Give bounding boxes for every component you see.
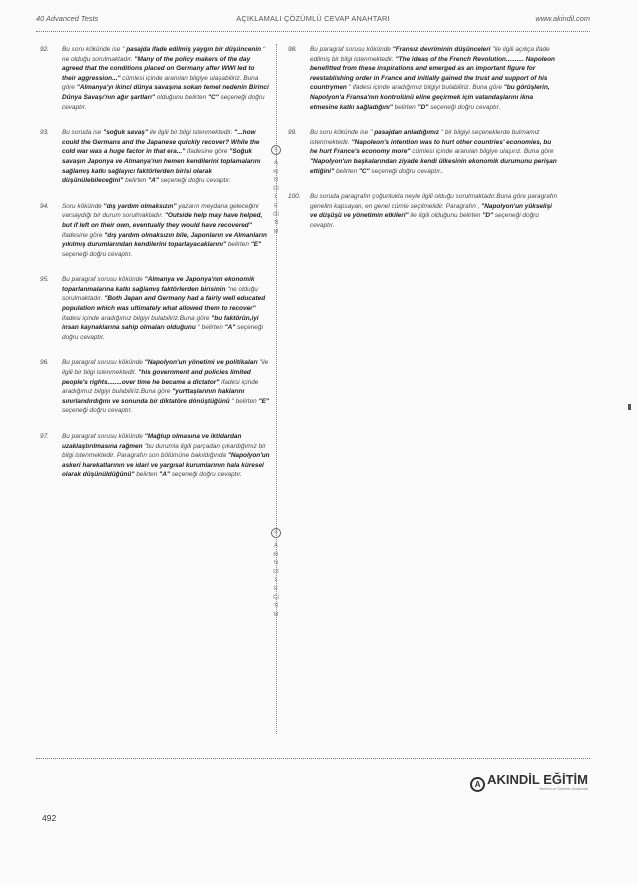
highlighted-phrase: "...how could the Germans and the Japanese quickly recover? While the cold war was a huge factor in that era..." — [62, 129, 260, 156]
text-run: ile ilgili olduğunu belirten — [408, 212, 483, 220]
question-number: 92. — [40, 46, 49, 53]
text-run: Bu paragraf sorusu kökünde — [62, 276, 145, 284]
footer-brand-logo — [470, 772, 588, 792]
answer-explanation — [288, 128, 560, 176]
explanation-text — [62, 359, 269, 414]
brand-mark-icon: A — [470, 777, 485, 792]
highlighted-phrase: "D" — [482, 212, 494, 220]
text-run: seçeneği doğru cevaptır. — [169, 471, 242, 479]
highlighted-phrase: pasajdan anladığımız — [374, 129, 439, 137]
question-number: 98. — [288, 46, 297, 53]
highlighted-phrase: pasajda ifade edilmiş yaygın bir düşüncenin — [126, 46, 262, 53]
explanation-text — [310, 46, 555, 111]
text-run: Bu paragraf sorusu kökünde — [62, 433, 145, 440]
text-run: ifadesine göre — [185, 148, 230, 156]
copyright-icon: © — [271, 145, 281, 155]
text-run: yazarın meydana geleceğini varsaydığı bir durum sorulmaktadır. — [62, 202, 259, 220]
text-run: seçeneği doğru cevaptır. — [62, 93, 265, 111]
highlighted-phrase: "Napolyon'un yönetimi ve politikaları — [144, 359, 258, 367]
highlighted-phrase: "yurttaşlarının haklarını sınırlandırdığını ve sonunda bir diktatöre dönüştüğünü — [62, 388, 245, 405]
footer-brand-subtitle: Merkezi ve Sevenler Akademisi — [539, 787, 588, 791]
right-answer-column — [288, 45, 560, 247]
explanation-text — [62, 433, 270, 478]
highlighted-phrase: "A" — [159, 471, 170, 479]
highlighted-phrase: "Soğuk savaşın Japonya ve Almanya'nın hemen kendilerini toplamalarını sağlamış katkı sağlayıcı faktörlerden birisi olarak düşünülebileceğini" — [62, 148, 261, 185]
highlighted-phrase: "Napolyon'un yükselişi ve düşüşü ve yönetimin etkileri" — [310, 202, 552, 220]
text-run: " belirten — [229, 397, 259, 405]
header-divider — [36, 31, 590, 32]
text-run: Bu paragraf sorusu kökünde — [310, 46, 393, 53]
answer-explanation — [40, 128, 270, 186]
text-run: ifadesi içinde aradığımız bilgiyi bulabiliriz.Buna göre — [62, 378, 259, 396]
text-run: " belirten — [195, 324, 225, 332]
text-run: " bir bilgiyi seçeneklerde bulmamız istenmektedir. — [310, 129, 540, 146]
highlighted-phrase: "Almanya ve Japonya'nın ekonomik toparlanmalarına katkı sağlamış faktörlerden birisinin — [62, 276, 255, 293]
explanation-text — [62, 129, 260, 184]
answer-explanation — [40, 432, 270, 480]
question-number: 93. — [40, 129, 49, 137]
header-website: www.akindil.com — [535, 14, 590, 23]
explanation-text — [62, 203, 267, 258]
side-brand-text: AKIN DİL EĞİTİM — [273, 543, 279, 618]
side-brand-text: AKIN DİL EĞİTİM — [273, 160, 279, 235]
question-number: 100. — [288, 193, 301, 201]
text-run: cümlesi içinde aranılan bilgiye ulaşabiliriz. Buna göre — [62, 74, 259, 92]
text-run: ile ilgili bir bilgi istenmektedir. — [147, 129, 235, 137]
side-brand-marker — [270, 145, 282, 236]
highlighted-phrase: "E" — [258, 397, 269, 405]
copyright-icon: © — [271, 528, 281, 538]
text-run: Bu soru kökünde ise " — [310, 129, 375, 137]
highlighted-phrase: "Outside help may have helped, but if left on their own, eventually they would have recovered" — [62, 212, 263, 229]
text-run: seçeneği doğru cevaptır. — [428, 103, 501, 111]
text-run: seçeneği doğru cevaptır. — [310, 212, 539, 229]
header-book-title: 40 Advanced Tests — [36, 14, 99, 23]
text-run: Bu paragraf sorusu kökünde — [62, 359, 145, 367]
text-run: " ifadesi içinde aradığımız bilgiyi bulabiliriz. Buna göre — [346, 84, 504, 92]
text-run: " ne olduğu sorulmaktadır. — [62, 46, 266, 63]
highlighted-phrase: "his government and policies limited people's rights........over time he became a dictator" — [62, 369, 251, 386]
text-run: belirten — [226, 241, 251, 249]
text-run: ifadesine göre — [62, 231, 105, 239]
highlighted-phrase: "bu görüşlerin, Napolyon'a Fransa'nın kontrolünü eline geçirmek için vatandaşlarını ikna etmesine katkı sağladığını" — [310, 84, 550, 111]
text-run: belirten — [123, 177, 149, 185]
highlighted-phrase: "D" — [417, 103, 429, 111]
text-run: Bu soruda ise — [62, 129, 104, 137]
highlighted-phrase: "E" — [250, 241, 262, 249]
highlighted-phrase: "Napolyon'un askeri harekatlarının ve idari ve yargısal kurumlarının hala küresel olarak düşünüldüğünü" — [62, 452, 270, 479]
answer-explanation — [40, 45, 270, 112]
explanation-text — [310, 129, 557, 174]
highlighted-phrase: "C" — [207, 93, 219, 101]
question-number: 99. — [288, 129, 297, 137]
text-run: "ile ilgili bir bilgi istenmektedir. — [62, 359, 269, 377]
answer-explanation — [288, 45, 560, 112]
footer-brand-name: AKINDİL EĞİTİM — [487, 772, 588, 787]
highlighted-phrase: "A" — [224, 324, 236, 332]
answer-explanation — [40, 358, 270, 416]
answer-explanation — [40, 275, 270, 342]
text-run: seçeneği doğru cevaptır. — [62, 324, 263, 341]
highlighted-phrase: "bu faktörün,iyi insan kaynaklarına sahip olmaları olduğunu — [62, 314, 259, 332]
text-run: seçeneği doğru cevaptır.. — [369, 167, 444, 175]
text-run: Bu soru kökünde ise " — [62, 46, 127, 53]
header-section-title: AÇIKLAMALI ÇÖZÜMLÜ CEVAP ANAHTARI — [236, 14, 390, 23]
highlighted-phrase: "Many of the policy makers of the day agreed that the conditions placed on Germany after WWI led to their aggression..." — [62, 55, 255, 82]
highlighted-phrase: "Almanya'yı ikinci dünya savaşına sokan temel nedenin Birinci Dünya Savaşı'nın ağır şartları" — [62, 84, 269, 101]
highlighted-phrase: "A" — [148, 177, 159, 185]
text-run: seçeneği doğru cevaptır. — [158, 177, 231, 185]
text-run: "ne olduğu sorulmaktadır. — [62, 285, 258, 303]
footer-divider — [36, 758, 590, 759]
highlighted-phrase: "Both Japan and Germany had a fairly well educated population which was ultimately what allowed them to recover" — [62, 295, 266, 313]
explanation-text — [62, 46, 269, 111]
answer-explanation — [40, 202, 270, 260]
text-run: Bu soruda paragrafın çoğunlukla neyle ilgili olduğu sorulmaktadır.Buna göre paragrafın genelini kapsayan, en genel cümle seçilmelidir. Paragrafın , — [310, 193, 558, 210]
highlighted-phrase: "dış yardım olmaksızın" — [103, 202, 177, 210]
highlighted-phrase: "Mağlup olmasına ve iktidardan uzaklaştırılmasına rağmen — [62, 433, 242, 450]
explanation-text — [310, 193, 557, 229]
left-answer-column — [40, 45, 270, 496]
highlighted-phrase: "soğuk savaş" — [103, 129, 148, 137]
highlighted-phrase: "Fransız devriminin düşünceleri — [392, 46, 491, 53]
highlighted-phrase: "Napoleon's intention was to hurt other countries' economies, bu he hurt France's economy more" — [310, 138, 552, 156]
question-number: 96. — [40, 359, 49, 367]
question-number: 94. — [40, 202, 49, 210]
text-run: seçeneği doğru cevaptır. — [62, 250, 133, 258]
scan-speck — [628, 404, 631, 410]
text-run: seçeneği doğru cevaptır. — [62, 407, 133, 415]
question-number: 95. — [40, 276, 49, 284]
text-run: belirten — [392, 103, 418, 111]
text-run: belirten — [334, 167, 359, 175]
text-run: "ile ilgili açıkça ifade edilmiş bir bilgi istenmektedir. — [310, 46, 550, 63]
page-header — [36, 14, 590, 28]
highlighted-phrase: "dış yardım olmaksızın bile, Japonların ve Almanların yıkılmış durumlarından kendilerini toparlayacaklarını" — [62, 231, 267, 249]
text-run: belirten — [134, 471, 160, 479]
text-run: ifadesi içinde aradığımız bilgiyi bulabiliriz.Buna göre — [62, 314, 212, 322]
question-number: 97. — [40, 433, 49, 440]
explanation-text — [62, 276, 265, 341]
text-run: cümlesi içinde aranılan bilgiye ulaşırız. Buna göre — [410, 148, 554, 156]
side-brand-marker — [270, 528, 282, 619]
highlighted-phrase: "The ideas of the French Revolution.......... Napoleon benefitted from these inspirations and emerged as an important figure for reestablishing order in France and initially gained the trust and support of his countrymen — [310, 55, 555, 92]
page-number: 492 — [42, 813, 57, 823]
answer-explanation — [288, 192, 560, 230]
text-run: olduğunu belirten — [154, 93, 208, 101]
text-run: Soru kökünde — [62, 202, 104, 210]
text-run: "bu durumla ilgili parçadan çıkardığımız bir bilgi istenmektedir. Paragrafın son bölümüne bakıldığında — [62, 442, 266, 460]
highlighted-phrase: "Napolyon'un başkalarından ziyade kendi ülkesinin ekonomik durumunu perişan ettiğini" — [310, 157, 557, 175]
highlighted-phrase: "C" — [358, 167, 370, 175]
